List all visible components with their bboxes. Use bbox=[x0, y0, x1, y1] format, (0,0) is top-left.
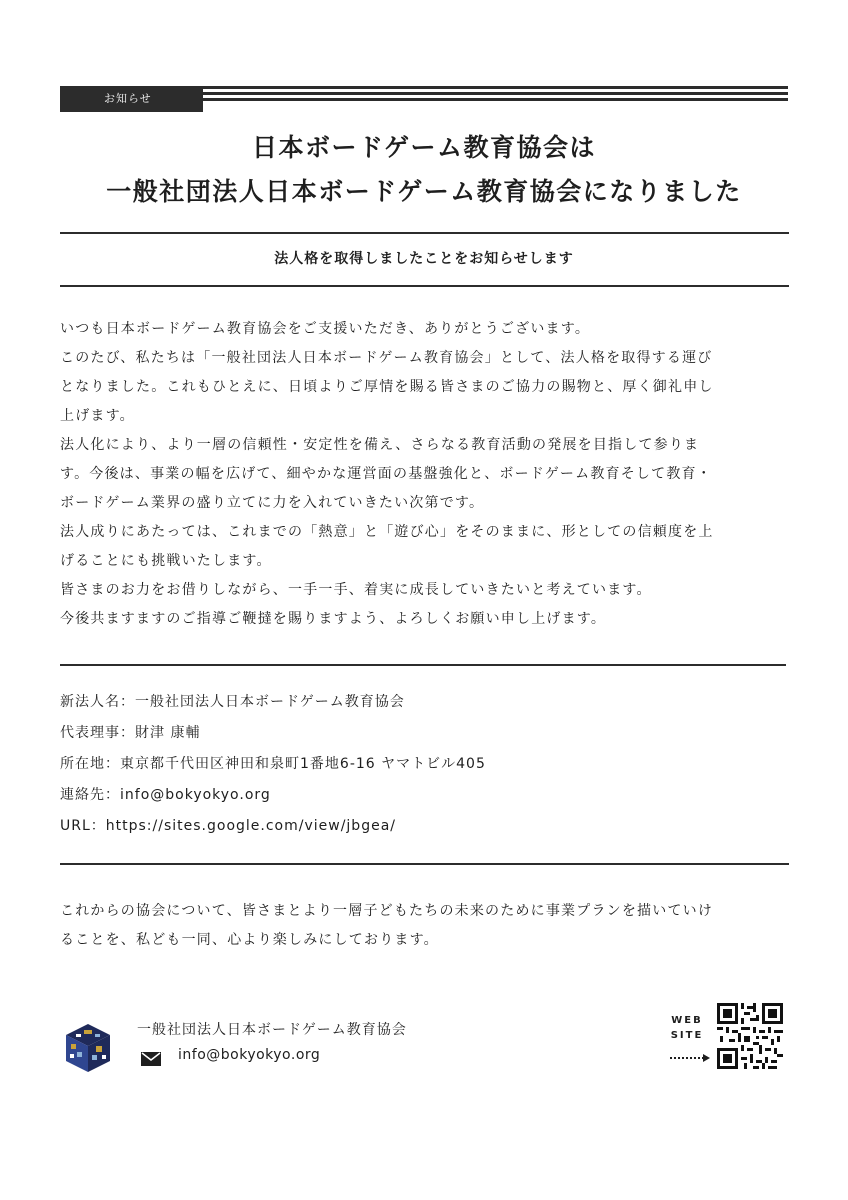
divider-subtitle bbox=[60, 285, 789, 287]
web-label-2: SITE bbox=[670, 1030, 704, 1041]
divider-body bbox=[60, 664, 786, 666]
body-line: となりました。これもひとえに、日頃よりご厚情を賜る皆さまのご協力の賜物と、厚く御礼申し bbox=[60, 379, 714, 395]
body-line: このたび、私たちは「一般社団法人日本ボードゲーム教育協会」として、法人格を取得する運び bbox=[60, 350, 713, 366]
info-address: 所在地：東京都千代田区神田和泉町1番地6-16 ヤマトビル405 bbox=[60, 756, 486, 772]
page-subtitle: 法人格を取得しましたことをお知らせします bbox=[274, 251, 574, 267]
footer-org-name: 一般社団法人日本ボードゲーム教育協会 bbox=[137, 1022, 407, 1038]
envelope-icon bbox=[141, 1051, 161, 1065]
body-line: げることにも挑戦いたします。 bbox=[60, 553, 272, 569]
body-line: いつも日本ボードゲーム教育協会をご支援いただき、ありがとうございます。 bbox=[60, 321, 591, 337]
body-line: 法人化により、より一層の信頼性・安定性を備え、さらなる教育活動の発展を目指して参りま bbox=[60, 437, 700, 453]
web-label-1: WEB bbox=[671, 1015, 703, 1026]
header-stripe-mid bbox=[203, 92, 788, 95]
page-title-line2: 一般社団法人日本ボードゲーム教育協会になりました bbox=[106, 177, 742, 206]
notice-tag: お知らせ bbox=[60, 86, 203, 112]
divider-info bbox=[60, 863, 789, 865]
info-url[interactable]: URL：https://sites.google.com/view/jbgea/ bbox=[60, 818, 396, 834]
body-line: 今後共ますますのご指導ご鞭撻を賜りますよう、よろしくお願い申し上げます。 bbox=[60, 611, 607, 627]
body-line: す。今後は、事業の幅を広げて、細やかな運営面の基盤強化と、ボードゲーム教育そして教育・ bbox=[60, 466, 712, 482]
info-representative: 代表理事：財津 康輔 bbox=[60, 725, 201, 741]
closing-line: これからの協会について、皆さまとより一層子どもたちの未来のために事業プランを描いていけ bbox=[60, 903, 714, 919]
info-contact[interactable]: 連絡先：info@bokyokyo.org bbox=[60, 787, 271, 803]
divider-title bbox=[60, 232, 789, 234]
info-name: 新法人名：一般社団法人日本ボードゲーム教育協会 bbox=[60, 694, 405, 710]
body-line: 上げます。 bbox=[60, 408, 135, 424]
body-line: ボードゲーム業界の盛り立てに力を入れていきたい次第です。 bbox=[60, 495, 485, 511]
header-stripe-top bbox=[203, 86, 788, 89]
footer-email[interactable]: info@bokyokyo.org bbox=[178, 1047, 321, 1063]
page-title-line1: 日本ボードゲーム教育協会は bbox=[251, 133, 596, 162]
body-line: 法人成りにあたっては、これまでの「熱意」と「遊び心」をそのままに、形としての信頼度を上 bbox=[60, 524, 714, 540]
closing-line: ることを、私ども一同、心より楽しみにしております。 bbox=[60, 932, 439, 948]
cube-logo-icon bbox=[62, 1022, 114, 1074]
qr-code-icon[interactable] bbox=[717, 1003, 783, 1069]
body-line: 皆さまのお力をお借りしながら、一手一手、着実に成長していきたいと考えています。 bbox=[60, 582, 652, 598]
arrow-right-icon bbox=[670, 1048, 710, 1058]
header-stripe-bottom bbox=[203, 98, 788, 101]
